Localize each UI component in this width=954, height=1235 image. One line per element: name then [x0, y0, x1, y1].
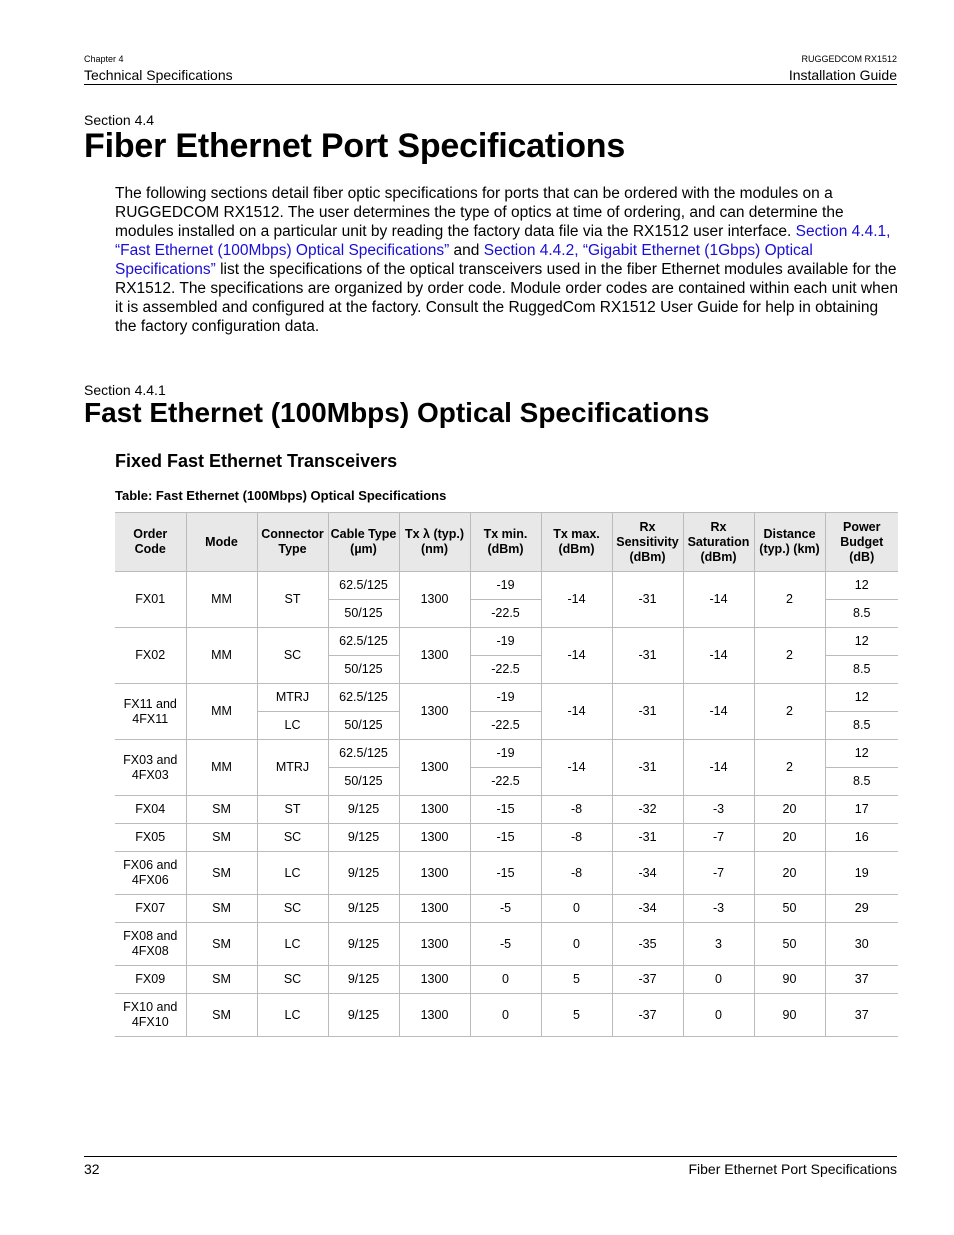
tx-max-cell: -8: [541, 824, 612, 852]
table-row: [115, 966, 898, 994]
wavelength-cell: 1300: [399, 628, 470, 684]
connector-cell: SC: [257, 895, 328, 923]
column-header: Tx λ (typ.) (nm): [399, 513, 470, 572]
connector-cell: LC: [257, 852, 328, 895]
rx-sensitivity-cell: -32: [612, 796, 683, 824]
tx-min-cell: -15: [470, 796, 541, 824]
mode-cell: MM: [186, 628, 257, 684]
page-number: 32: [84, 1161, 100, 1177]
power-budget-cell: 8.5: [825, 600, 898, 628]
tx-max-cell: -14: [541, 740, 612, 796]
cable-cell: 62.5/125: [328, 628, 399, 656]
distance-cell: 20: [754, 852, 825, 895]
order-code-cell: FX06 and 4FX06: [115, 852, 186, 895]
rx-saturation-cell: -14: [683, 684, 754, 740]
running-header-right: [789, 55, 897, 82]
wavelength-cell: 1300: [399, 852, 470, 895]
distance-cell: 2: [754, 572, 825, 628]
tx-min-cell: -22.5: [470, 712, 541, 740]
mode-cell: MM: [186, 740, 257, 796]
rx-sensitivity-cell: -31: [612, 684, 683, 740]
column-header: Cable Type (µm): [328, 513, 399, 572]
cable-cell: 9/125: [328, 796, 399, 824]
section-title: Fiber Ethernet Port Specifications: [84, 127, 626, 165]
power-budget-cell: 19: [825, 852, 898, 895]
column-header: Distance (typ.) (km): [754, 513, 825, 572]
column-header: Connector Type: [257, 513, 328, 572]
wavelength-cell: 1300: [399, 740, 470, 796]
order-code-cell: FX03 and 4FX03: [115, 740, 186, 796]
column-header: Mode: [186, 513, 257, 572]
order-code-cell: FX10 and 4FX10: [115, 994, 186, 1037]
column-header: Tx max. (dBm): [541, 513, 612, 572]
rx-sensitivity-cell: -31: [612, 824, 683, 852]
mode-cell: SM: [186, 852, 257, 895]
intro-text-1: The following sections detail fiber optic specifications for ports that can be ordered with the modules on a RUGGEDCOM RX1512. The user determines the type of optics at time of ordering, and can determine the modules installed on a particular unit by reading the factory data file via the RX1512 user interface.: [115, 185, 844, 240]
tx-min-cell: 0: [470, 994, 541, 1037]
tx-max-cell: 0: [541, 895, 612, 923]
power-budget-cell: 37: [825, 994, 898, 1037]
order-code-cell: FX09: [115, 966, 186, 994]
cable-cell: 62.5/125: [328, 684, 399, 712]
wavelength-cell: 1300: [399, 824, 470, 852]
distance-cell: 2: [754, 628, 825, 684]
power-budget-cell: 16: [825, 824, 898, 852]
tx-max-cell: -14: [541, 628, 612, 684]
rx-saturation-cell: -14: [683, 740, 754, 796]
tx-min-cell: -5: [470, 923, 541, 966]
tx-min-cell: -19: [470, 628, 541, 656]
power-budget-cell: 8.5: [825, 768, 898, 796]
table-row: [115, 923, 898, 966]
rx-sensitivity-cell: -35: [612, 923, 683, 966]
connector-cell: LC: [257, 923, 328, 966]
rx-saturation-cell: 3: [683, 923, 754, 966]
mode-cell: SM: [186, 966, 257, 994]
tx-min-cell: -15: [470, 824, 541, 852]
tx-max-cell: -14: [541, 572, 612, 628]
order-code-cell: FX04: [115, 796, 186, 824]
connector-cell: SC: [257, 966, 328, 994]
header-rule: [84, 84, 897, 85]
mode-cell: SM: [186, 796, 257, 824]
tx-min-cell: -5: [470, 895, 541, 923]
power-budget-cell: 29: [825, 895, 898, 923]
order-code-cell: FX02: [115, 628, 186, 684]
product-name: RUGGEDCOM RX1512: [801, 54, 897, 64]
rx-sensitivity-cell: -31: [612, 740, 683, 796]
power-budget-cell: 12: [825, 628, 898, 656]
power-budget-cell: 37: [825, 966, 898, 994]
mode-cell: MM: [186, 684, 257, 740]
connector-cell: MTRJ: [257, 684, 328, 712]
wavelength-cell: 1300: [399, 572, 470, 628]
cable-cell: 50/125: [328, 600, 399, 628]
cable-cell: 9/125: [328, 966, 399, 994]
order-code-cell: FX01: [115, 572, 186, 628]
subsection-title: Fast Ethernet (100Mbps) Optical Specifications: [84, 397, 710, 428]
power-budget-cell: 8.5: [825, 656, 898, 684]
power-budget-cell: 12: [825, 740, 898, 768]
tx-max-cell: 5: [541, 966, 612, 994]
wavelength-cell: 1300: [399, 796, 470, 824]
connector-cell: MTRJ: [257, 740, 328, 796]
table-row: [115, 572, 898, 600]
footer-rule: [84, 1156, 897, 1157]
column-header: Power Budget (dB): [825, 513, 898, 572]
subsection-heading: Fixed Fast Ethernet Transceivers: [115, 451, 398, 471]
power-budget-cell: 30: [825, 923, 898, 966]
distance-cell: 90: [754, 966, 825, 994]
connector-cell: LC: [257, 712, 328, 740]
intro-text-3: list the specifications of the optical transceivers used in the fiber Ethernet modules available for the RX1512. The specifications are organized by order code. Module order codes are contained within each unit when it is assembled and configured at the factory. Consult the RuggedCom RX1512 User Guide for help in obtaining the factory configuration data.: [115, 261, 898, 335]
tx-min-cell: -19: [470, 684, 541, 712]
running-header-left: [84, 55, 233, 82]
column-header: Order Code: [115, 513, 186, 572]
order-code-cell: FX07: [115, 895, 186, 923]
tx-max-cell: 5: [541, 994, 612, 1037]
power-budget-cell: 17: [825, 796, 898, 824]
tx-min-cell: -22.5: [470, 768, 541, 796]
order-code-cell: FX05: [115, 824, 186, 852]
intro-paragraph: [115, 184, 900, 336]
distance-cell: 50: [754, 923, 825, 966]
tx-max-cell: 0: [541, 923, 612, 966]
power-budget-cell: 12: [825, 684, 898, 712]
gigabit-ethernet-link[interactable]: Section 4.4.2, “Gigabit Ethernet (1Gbps) Optical Specifications”: [115, 242, 813, 278]
rx-sensitivity-cell: -34: [612, 852, 683, 895]
rx-sensitivity-cell: -37: [612, 966, 683, 994]
cable-cell: 50/125: [328, 768, 399, 796]
tx-min-cell: -19: [470, 740, 541, 768]
footer-title: Fiber Ethernet Port Specifications: [688, 1161, 897, 1177]
cable-cell: 9/125: [328, 852, 399, 895]
mode-cell: SM: [186, 994, 257, 1037]
distance-cell: 2: [754, 740, 825, 796]
rx-saturation-cell: -7: [683, 852, 754, 895]
chapter-label: Chapter 4: [84, 54, 124, 64]
wavelength-cell: 1300: [399, 895, 470, 923]
order-code-cell: FX08 and 4FX08: [115, 923, 186, 966]
distance-cell: 20: [754, 824, 825, 852]
table-caption: Table: Fast Ethernet (100Mbps) Optical Specifications: [115, 488, 447, 503]
cable-cell: 9/125: [328, 994, 399, 1037]
optical-spec-table: [115, 512, 898, 1037]
tx-min-cell: -22.5: [470, 656, 541, 684]
rx-saturation-cell: -7: [683, 824, 754, 852]
table-row: [115, 895, 898, 923]
tx-min-cell: -19: [470, 572, 541, 600]
rx-sensitivity-cell: -34: [612, 895, 683, 923]
guide-name: Installation Guide: [788, 67, 897, 83]
connector-cell: SC: [257, 628, 328, 684]
distance-cell: 2: [754, 684, 825, 740]
distance-cell: 20: [754, 796, 825, 824]
rx-saturation-cell: -14: [683, 572, 754, 628]
tx-max-cell: -8: [541, 852, 612, 895]
power-budget-cell: 12: [825, 572, 898, 600]
fast-ethernet-link[interactable]: Section 4.4.1, “Fast Ethernet (100Mbps) Optical Specifications”: [115, 223, 891, 259]
intro-text-2: and: [449, 242, 484, 259]
tx-min-cell: 0: [470, 966, 541, 994]
mode-cell: MM: [186, 572, 257, 628]
rx-saturation-cell: -3: [683, 895, 754, 923]
table-row: [115, 824, 898, 852]
subsection-label: Section 4.4.1: [84, 382, 166, 398]
rx-sensitivity-cell: -31: [612, 628, 683, 684]
distance-cell: 50: [754, 895, 825, 923]
table-row: [115, 994, 898, 1037]
table-header-row: [115, 513, 898, 572]
mode-cell: SM: [186, 923, 257, 966]
mode-cell: SM: [186, 895, 257, 923]
wavelength-cell: 1300: [399, 994, 470, 1037]
table-row: [115, 684, 898, 712]
tx-min-cell: -22.5: [470, 600, 541, 628]
mode-cell: SM: [186, 824, 257, 852]
tx-max-cell: -14: [541, 684, 612, 740]
rx-sensitivity-cell: -37: [612, 994, 683, 1037]
table-row: [115, 796, 898, 824]
connector-cell: ST: [257, 796, 328, 824]
table-row: [115, 628, 898, 656]
rx-saturation-cell: 0: [683, 994, 754, 1037]
wavelength-cell: 1300: [399, 966, 470, 994]
rx-sensitivity-cell: -31: [612, 572, 683, 628]
tx-min-cell: -15: [470, 852, 541, 895]
cable-cell: 9/125: [328, 895, 399, 923]
distance-cell: 90: [754, 994, 825, 1037]
column-header: Rx Sensitivity (dBm): [612, 513, 683, 572]
connector-cell: ST: [257, 572, 328, 628]
cable-cell: 50/125: [328, 712, 399, 740]
cable-cell: 9/125: [328, 923, 399, 966]
order-code-cell: FX11 and 4FX11: [115, 684, 186, 740]
rx-saturation-cell: -14: [683, 628, 754, 684]
cable-cell: 62.5/125: [328, 740, 399, 768]
cable-cell: 62.5/125: [328, 572, 399, 600]
column-header: Tx min. (dBm): [470, 513, 541, 572]
rx-saturation-cell: -3: [683, 796, 754, 824]
power-budget-cell: 8.5: [825, 712, 898, 740]
tx-max-cell: -8: [541, 796, 612, 824]
rx-saturation-cell: 0: [683, 966, 754, 994]
connector-cell: LC: [257, 994, 328, 1037]
connector-cell: SC: [257, 824, 328, 852]
table-row: [115, 740, 898, 768]
cable-cell: 50/125: [328, 656, 399, 684]
column-header: Rx Saturation (dBm): [683, 513, 754, 572]
wavelength-cell: 1300: [399, 684, 470, 740]
wavelength-cell: 1300: [399, 923, 470, 966]
cable-cell: 9/125: [328, 824, 399, 852]
chapter-title: Technical Specifications: [84, 67, 233, 83]
section-label: Section 4.4: [84, 112, 155, 128]
table-row: [115, 852, 898, 895]
